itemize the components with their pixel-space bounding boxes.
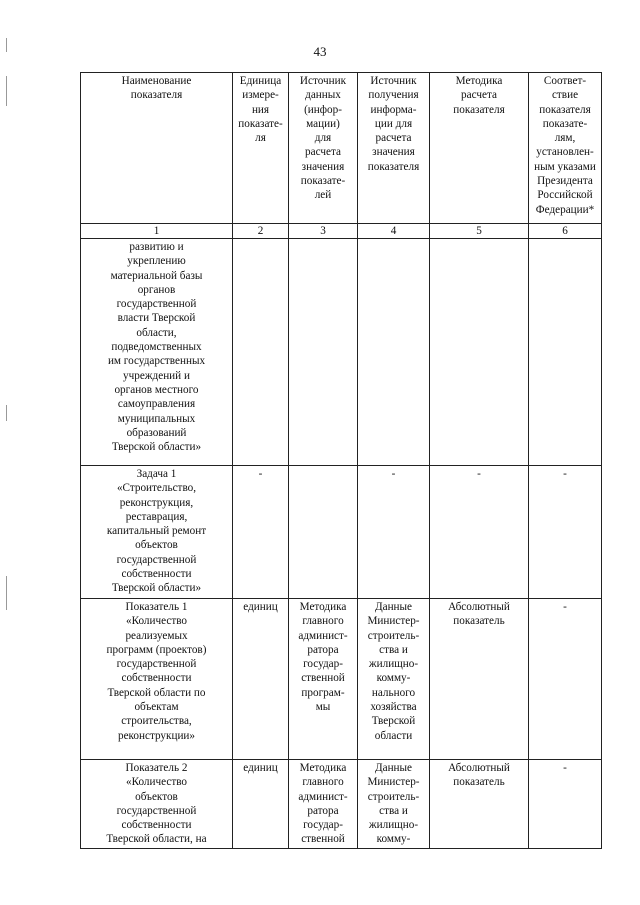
table-cell: Абсолютный показатель	[430, 599, 529, 760]
table-cell: Данные Министер- строитель- ства и жилищно- комму- нального хозяйства Тверской области	[358, 599, 430, 760]
column-number: 6	[529, 224, 602, 239]
scan-edge-marks	[6, 0, 8, 905]
header-presidential-decree-match: Соответ- ствие показателя показате- лям, установлен- ным указами Президента Российской Федерации*	[529, 73, 602, 224]
table-row	[81, 599, 602, 760]
header-data-source: Источник данных (инфор- мации) для расчета значения показате- лей	[289, 73, 358, 224]
table-cell	[289, 239, 358, 466]
table-cell: -	[529, 599, 602, 760]
table-cell: -	[529, 760, 602, 849]
table-cell: -	[430, 466, 529, 599]
table-cell: единиц	[233, 760, 289, 849]
table-row	[81, 760, 602, 849]
table-row	[81, 466, 602, 599]
table-cell: Задача 1 «Строительство, реконструкция, реставрация, капитальный ремонт объектов государственной собственности Тверской области»	[81, 466, 233, 599]
table-cell	[233, 239, 289, 466]
table-cell: Данные Министер- строитель- ства и жилищно- комму-	[358, 760, 430, 849]
header-information-source: Источник получения информа- ции для расчета значения показателя	[358, 73, 430, 224]
column-number: 3	[289, 224, 358, 239]
table-cell	[358, 239, 430, 466]
table-cell: -	[529, 466, 602, 599]
table-cell: -	[358, 466, 430, 599]
table-cell: Абсолютный показатель	[430, 760, 529, 849]
table-cell: развитию и укреплению материальной базы органов государственной власти Тверской области, подведомственных им государственных учреждений и органов местного самоуправления муниципальных образований Тверской области»	[81, 239, 233, 466]
table-cell: Методика главного админист- ратора государ- ственной програм- мы	[289, 599, 358, 760]
table-cell: единиц	[233, 599, 289, 760]
table-header-row	[81, 73, 602, 224]
column-number-row	[81, 224, 602, 239]
table-cell	[529, 239, 602, 466]
table-cell	[430, 239, 529, 466]
table-cell: Показатель 1 «Количество реализуемых программ (проектов) государственной собственности Тверской области по объектам строительства, реконструкции»	[81, 599, 233, 760]
column-number: 1	[81, 224, 233, 239]
header-unit: Единица измере- ния показате- ля	[233, 73, 289, 224]
column-number: 5	[430, 224, 529, 239]
table-row	[81, 239, 602, 466]
table-cell: -	[233, 466, 289, 599]
header-calculation-method: Методика расчета показателя	[430, 73, 529, 224]
table-cell	[289, 466, 358, 599]
table-cell: Показатель 2 «Количество объектов государственной собственности Тверской области, на	[81, 760, 233, 849]
header-indicator-name: Наименование показателя	[81, 73, 233, 224]
column-number: 2	[233, 224, 289, 239]
table-cell: Методика главного админист- ратора государ- ственной	[289, 760, 358, 849]
column-number: 4	[358, 224, 430, 239]
page-number: 43	[313, 44, 327, 59]
indicators-table	[80, 72, 602, 849]
